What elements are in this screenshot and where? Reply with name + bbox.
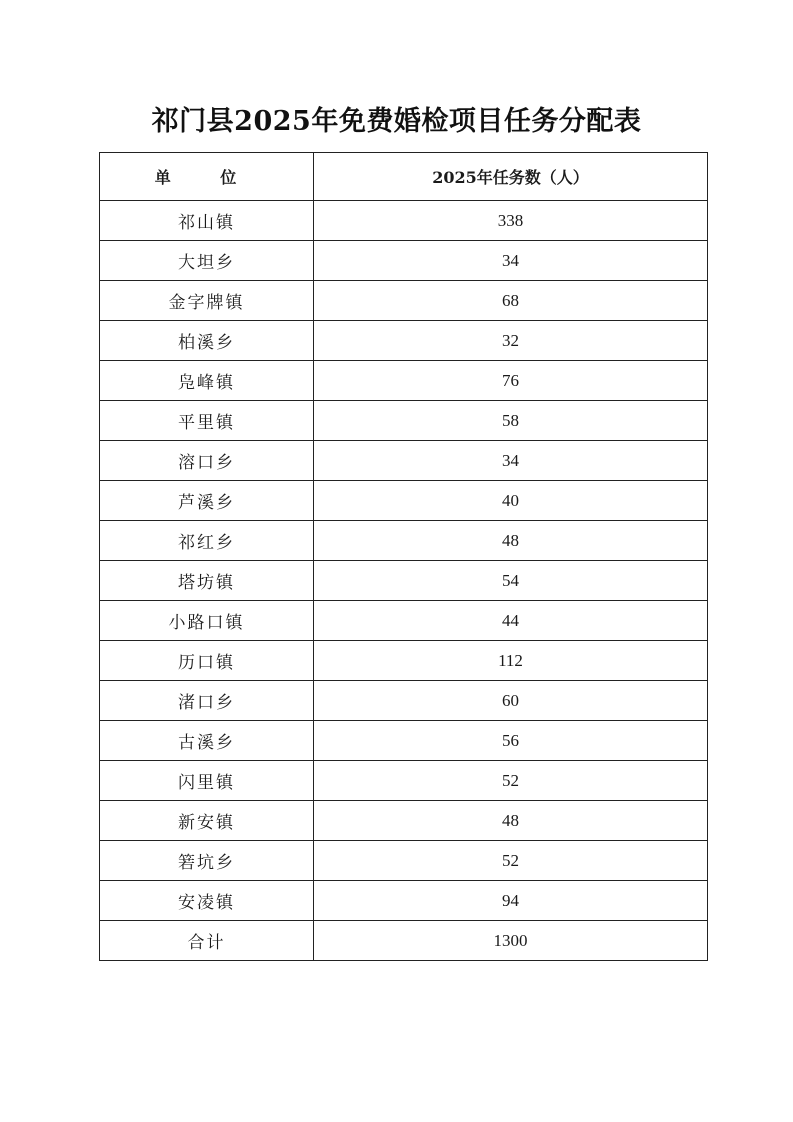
task-count-cell: 34 <box>314 241 708 281</box>
table-body <box>100 201 708 961</box>
unit-name-cell: 塔坊镇 <box>100 561 314 601</box>
task-count-cell: 58 <box>314 401 708 441</box>
task-count-cell: 338 <box>314 201 708 241</box>
table-row <box>100 521 708 561</box>
unit-name-cell: 祁红乡 <box>100 521 314 561</box>
table-row <box>100 481 708 521</box>
page-title: 祁门县2025年免费婚检项目任务分配表 <box>151 106 642 137</box>
table-row <box>100 281 708 321</box>
task-count-cell: 44 <box>314 601 708 641</box>
column-header-count: 2025年任务数（人） <box>314 153 708 201</box>
table-row <box>100 201 708 241</box>
unit-name-cell: 安凌镇 <box>100 881 314 921</box>
table-row <box>100 641 708 681</box>
unit-name-cell: 芦溪乡 <box>100 481 314 521</box>
table-row <box>100 401 708 441</box>
task-count-cell: 32 <box>314 321 708 361</box>
table-row <box>100 761 708 801</box>
table-row <box>100 801 708 841</box>
unit-name-cell: 祁山镇 <box>100 201 314 241</box>
table-row <box>100 601 708 641</box>
total-label-cell: 合计 <box>100 921 314 961</box>
unit-name-cell: 大坦乡 <box>100 241 314 281</box>
task-count-cell: 52 <box>314 761 708 801</box>
task-count-cell: 52 <box>314 841 708 881</box>
table-row <box>100 361 708 401</box>
total-count-cell: 1300 <box>314 921 708 961</box>
task-count-cell: 54 <box>314 561 708 601</box>
table-row <box>100 561 708 601</box>
unit-name-cell: 小路口镇 <box>100 601 314 641</box>
unit-name-cell: 金字牌镇 <box>100 281 314 321</box>
table-header-row <box>100 153 708 201</box>
table-row <box>100 441 708 481</box>
task-count-cell: 40 <box>314 481 708 521</box>
total-row <box>100 921 708 961</box>
unit-name-cell: 箬坑乡 <box>100 841 314 881</box>
unit-name-cell: 溶口乡 <box>100 441 314 481</box>
task-allocation-table <box>99 152 708 961</box>
unit-name-cell: 凫峰镇 <box>100 361 314 401</box>
table-row <box>100 721 708 761</box>
task-count-cell: 56 <box>314 721 708 761</box>
task-count-cell: 48 <box>314 801 708 841</box>
table-row <box>100 841 708 881</box>
task-count-cell: 68 <box>314 281 708 321</box>
task-count-cell: 60 <box>314 681 708 721</box>
unit-name-cell: 渚口乡 <box>100 681 314 721</box>
column-header-unit: 单 位 <box>100 153 314 201</box>
unit-name-cell: 历口镇 <box>100 641 314 681</box>
table-row <box>100 241 708 281</box>
unit-name-cell: 古溪乡 <box>100 721 314 761</box>
unit-name-cell: 闪里镇 <box>100 761 314 801</box>
task-count-cell: 112 <box>314 641 708 681</box>
table-row <box>100 681 708 721</box>
task-count-cell: 48 <box>314 521 708 561</box>
unit-name-cell: 新安镇 <box>100 801 314 841</box>
task-count-cell: 76 <box>314 361 708 401</box>
unit-name-cell: 柏溪乡 <box>100 321 314 361</box>
unit-name-cell: 平里镇 <box>100 401 314 441</box>
table-row <box>100 881 708 921</box>
task-count-cell: 94 <box>314 881 708 921</box>
table-row <box>100 321 708 361</box>
task-count-cell: 34 <box>314 441 708 481</box>
